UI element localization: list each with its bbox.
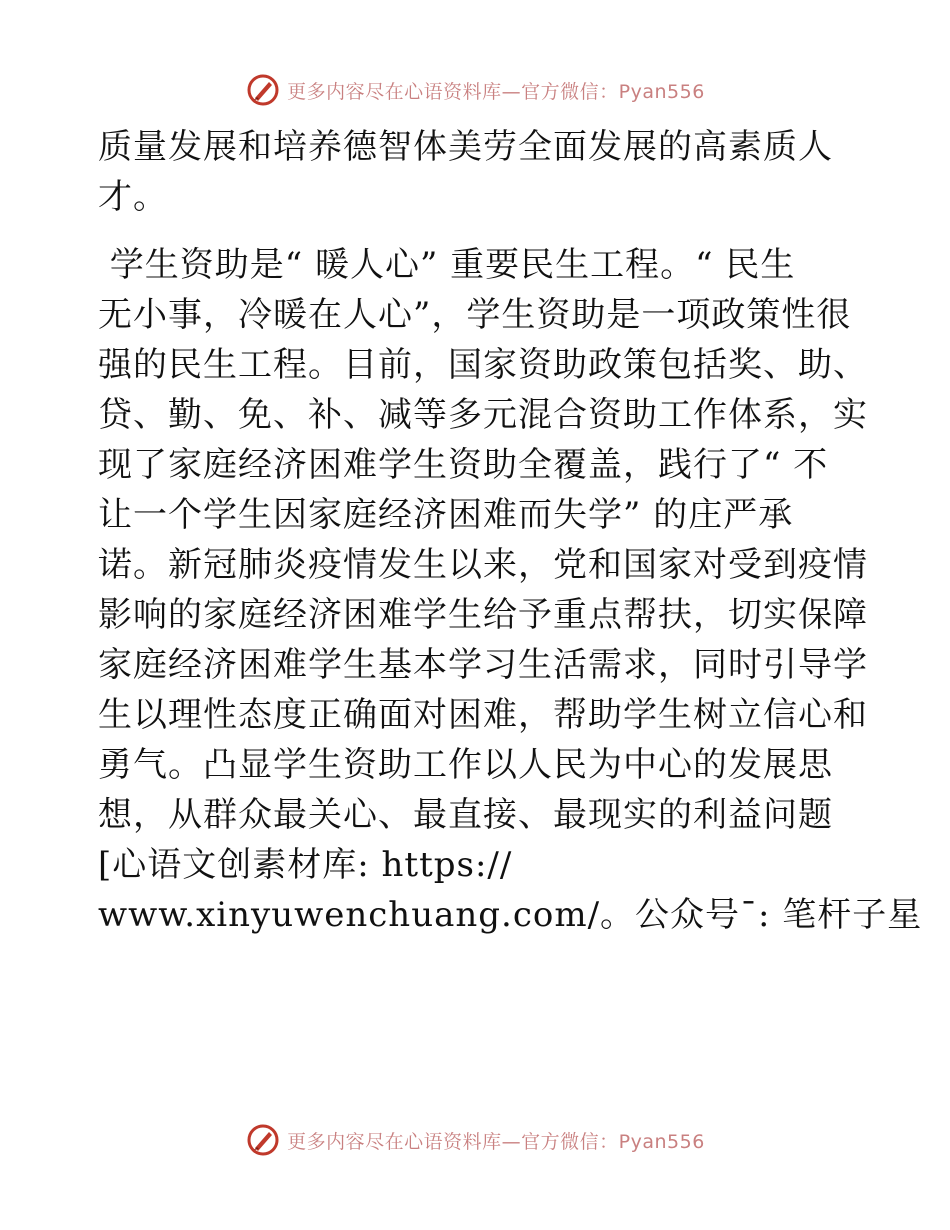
text-line: 现了家庭经济困难学生资助全覆盖，践行了“ 不 bbox=[98, 445, 829, 485]
pen-logo-icon bbox=[245, 72, 281, 108]
text-line: www.xinyuwenchuang.com/。公众号¯: 笔杆子星 bbox=[98, 895, 923, 935]
text-line: 生以理性态度正确面对困难，帮助学生树立信心和 bbox=[98, 695, 868, 735]
header-banner bbox=[0, 70, 950, 110]
header-banner-text: 更多内容尽在心语资料库—官方微信：Pyan556 bbox=[287, 80, 705, 103]
footer-banner-text: 更多内容尽在心语资料库—官方微信：Pyan556 bbox=[287, 1130, 705, 1153]
text-line: 想，从群众最关心、最直接、最现实的利益问题 bbox=[98, 795, 833, 835]
text-line: 家庭经济困难学生基本学习生活需求，同时引导学 bbox=[98, 645, 868, 685]
document-body bbox=[98, 122, 923, 940]
text-line: [心语文创素材库: https:// bbox=[98, 845, 513, 885]
pen-logo-icon bbox=[245, 1122, 281, 1158]
text-line: 无小事，冷暖在人心”，学生资助是一项政策性很 bbox=[98, 295, 852, 335]
paragraph-1 bbox=[98, 122, 858, 222]
text-line: 贷、勤、免、补、减等多元混合资助工作体系，实 bbox=[98, 395, 868, 435]
text-line: 诺。新冠肺炎疫情发生以来，党和国家对受到疫情 bbox=[98, 545, 868, 585]
text-line: 学生资助是“ 暖人心” 重要民生工程。“ 民生 bbox=[98, 245, 796, 285]
paragraph-2 bbox=[98, 240, 923, 940]
text-line: 影响的家庭经济困难学生给予重点帮扶，切实保障 bbox=[98, 595, 868, 635]
text-line: 勇气。凸显学生资助工作以人民为中心的发展思 bbox=[98, 745, 833, 785]
text-line: 强的民生工程。目前，国家资助政策包括奖、助、 bbox=[98, 345, 868, 385]
footer-banner bbox=[0, 1120, 950, 1160]
text-line: 才。 bbox=[98, 177, 168, 217]
text-line: 质量发展和培养德智体美劳全面发展的高素质人 bbox=[98, 127, 833, 167]
text-line: 让一个学生因家庭经济困难而失学” 的庄严承 bbox=[98, 495, 794, 535]
